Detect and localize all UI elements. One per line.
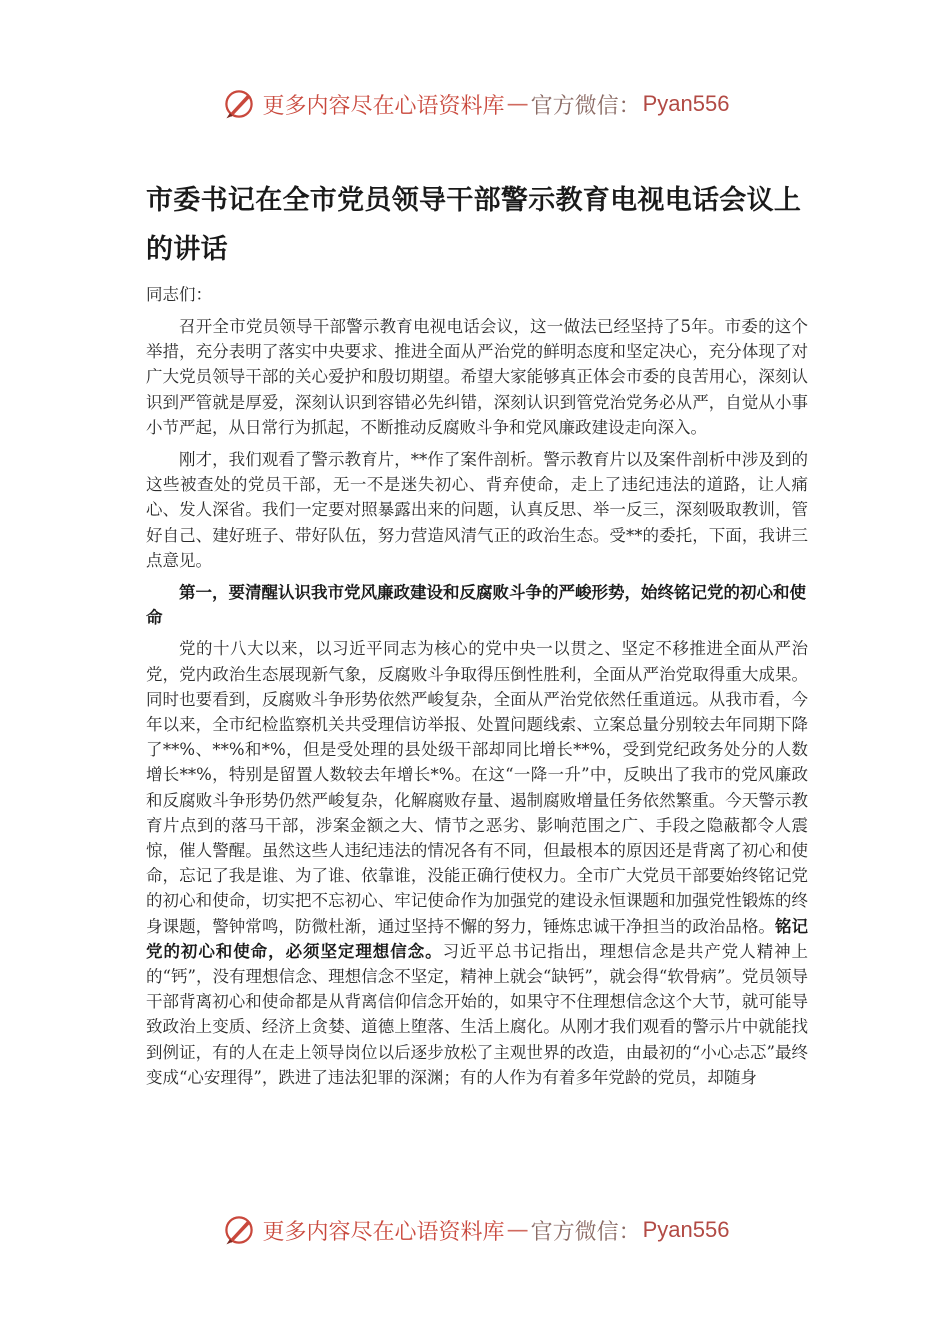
footer-banner-text: 更多内容尽在心语资料库 (262, 1219, 505, 1245)
greeting: 同志们： (146, 285, 212, 304)
footer-banner (0, 1210, 950, 1250)
quill-pen-logo-icon (221, 1212, 257, 1248)
document-title: 市委书记在全市党员领导干部警示教育电视电话会议上的讲话 (146, 185, 802, 265)
quill-pen-logo-icon (221, 86, 257, 122)
section-1-text-a: 党的十八大以来，以习近平同志为核心的党中央一以贯之、坚定不移推进全面从严治党，党内政治生态展现新气象，反腐败斗争取得压倒性胜利，全面从严治党取得重大成果。同时也要看到，反腐败斗争形势依然严峻复杂，全面从严治党依然任重道远。从我市看，今年以来，全市纪检监察机关共受理信访举报、处置问题线索、立案总量分别较去年同期下降了**%、**%和*%，但是受处理的县处级干部却同比增长**%，受到党纪政务处分的人数增长**%，特别是留置人数较去年增长*%。在这“一降一升”中，反映出了我市的党风廉政和反腐败斗争形势仍然严峻复杂，化解腐败存量、遏制腐败增量任务依然繁重。今天警示教育片点到的落马干部，涉案金额之大、情节之恶劣、影响范围之广、手段之隐蔽都令人震惊，催人警醒。虽然这些人违纪违法的情况各有不同，但最根本的原因还是背离了初心和使命，忘记了我是谁、为了谁、依靠谁，没能正确行使权力。全市广大党员干部要始终铭记党的初心和使命，切实把不忘初心、牢记使命作为加强党的建设永恒课题和加强党性锻炼的终身课题，警钟常鸣，防微杜渐，通过坚持不懈的努力，锤炼忠诚干净担当的政治品格。 (146, 639, 808, 936)
section-heading-1: 第一，要清醒认识我市党风廉政建设和反腐败斗争的严峻形势，始终铭记党的初心和使命 (146, 583, 806, 628)
section-1-text-b: 习近平总书记指出，理想信念是共产党人精神上的“钙”，没有理想信念、理想信念不坚定，精神上就会“缺钙”，就会得“软骨病”。党员领导干部背离初心和使命都是从背离信仰信念开始的，如果守不住理想信念这个大节，就可能导致政治上变质、经济上贪婪、道德上堕落、生活上腐化。从刚才我们观看的警示片中就能找到例证，有的人在走上领导岗位以后逐步放松了主观世界的改造，由最初的“小心忐忑”最终变成“心安理得”，跌进了违法犯罪的深渊；有的人作为有着多年党龄的党员，却随身 (146, 941, 809, 1087)
footer-banner-wechat-id: Pyan556 (642, 1217, 730, 1242)
banner-wechat-id: Pyan556 (642, 91, 730, 116)
header-banner (0, 84, 950, 124)
section-1-paragraph (146, 636, 808, 1090)
footer-banner-label: 官方微信： (530, 1219, 641, 1245)
banner-label: 官方微信： (530, 93, 641, 119)
banner-dash: — (506, 91, 529, 117)
paragraph-2: 刚才，我们观看了警示教育片，**作了案件剖析。警示教育片以及案件剖析中涉及到的这些被查处的党员干部，无一不是迷失初心、背弃使命，走上了违纪违法的道路，让人痛心、发人深省。我们一定要对照暴露出来的问题，认真反思、举一反三，深刻吸取教训，管好自己、建好班子、带好队伍，努力营造风清气正的政治生态。受**的委托，下面，我讲三点意见。 (146, 450, 808, 570)
banner-text: 更多内容尽在心语资料库 (262, 93, 505, 119)
footer-banner-dash: — (506, 1217, 529, 1243)
paragraph-1: 召开全市党员领导干部警示教育电视电话会议，这一做法已经坚持了5年。市委的这个举措，充分表明了落实中央要求、推进全面从严治党的鲜明态度和坚定决心，充分体现了对广大党员领导干部的关心爱护和殷切期望。希望大家能够真正体会市委的良苦用心，深刻认识到严管就是厚爱，深刻认识到容错必先纠错，深刻认识到管党治党务必从严，自觉从小事小节严起，从日常行为抓起，不断推动反腐败斗争和党风廉政建设走向深入。 (146, 317, 808, 437)
document-body (146, 176, 808, 1097)
section-1-bold-phrase: 铭记党的初心和使命，必须坚定理想信念。 (146, 916, 809, 961)
